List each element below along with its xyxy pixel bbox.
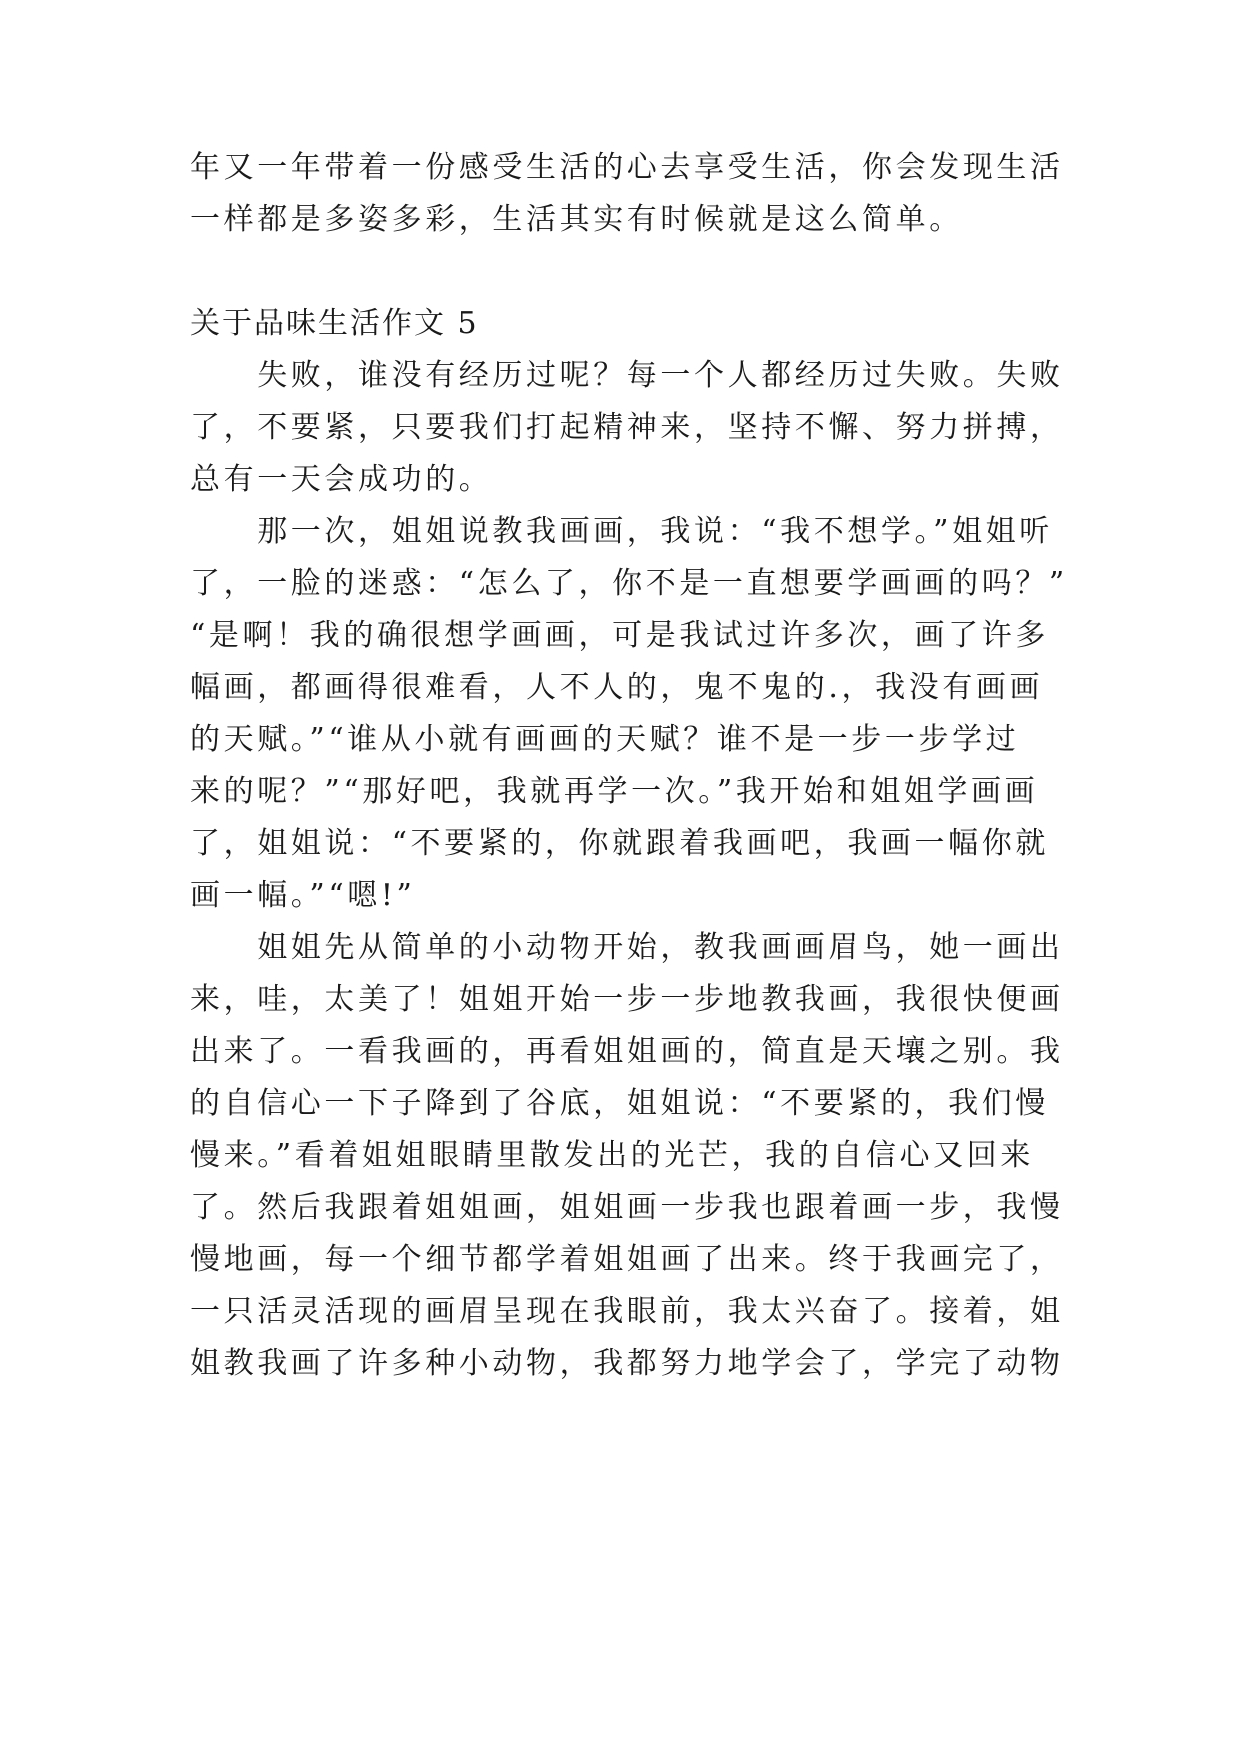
- paragraph-3-line: 出来了。一看我画的，再看姐姐画的，简直是天壤之别。我: [190, 1034, 1064, 1069]
- paragraph-2-line: 幅画，都画得很难看，人不人的，鬼不鬼的.，我没有画画: [190, 670, 1044, 705]
- paragraph-1-line: 了，不要紧，只要我们打起精神来，坚持不懈、努力拼搏，: [190, 410, 1064, 445]
- paragraph-3-line: 了。然后我跟着姐姐画，姐姐画一步我也跟着画一步，我慢: [190, 1190, 1064, 1225]
- paragraph-2-line: 画一幅。”“嗯!”: [190, 878, 416, 913]
- paragraph-2-line: 来的呢？”“那好吧，我就再学一次。”我开始和姐姐学画画: [190, 774, 1039, 809]
- paragraph-3-line: 慢地画，每一个细节都学着姐姐画了出来。终于我画完了，: [190, 1242, 1064, 1277]
- paragraph-3-line: 慢来。”看着姐姐眼睛里散发出的光芒，我的自信心又回来: [190, 1138, 1034, 1173]
- paragraph-2-line: 那一次，姐姐说教我画画，我说：“我不想学。”姐姐听: [190, 514, 1053, 549]
- paragraph-3-line: 的自信心一下子降到了谷底，姐姐说：“不要紧的，我们慢: [190, 1086, 1049, 1121]
- paragraph-3-line: 来，哇，太美了！姐姐开始一步一步地教我画，我很快便画: [190, 982, 1064, 1017]
- intro-line: 年又一年带着一份感受生活的心去享受生活，你会发现生活: [190, 150, 1064, 185]
- paragraph-3-line: 姐姐先从简单的小动物开始，教我画画眉鸟，她一画出: [190, 930, 1064, 965]
- intro-line: 一样都是多姿多彩，生活其实有时候就是这么简单。: [190, 202, 963, 237]
- paragraph-2-line: 了，一脸的迷惑：“怎么了，你不是一直想要学画画的吗？”: [190, 566, 1068, 601]
- paragraph-1-line: 总有一天会成功的。: [190, 462, 493, 497]
- paragraph-3-line: 一只活灵活现的画眉呈现在我眼前，我太兴奋了。接着，姐: [190, 1294, 1064, 1329]
- section-title: 关于品味生活作文 5: [190, 306, 479, 341]
- paragraph-2-line: 了，姐姐说：“不要紧的，你就跟着我画吧，我画一幅你就: [190, 826, 1049, 861]
- paragraph-2-line: 的天赋。”“谁从小就有画画的天赋？谁不是一步一步学过: [190, 722, 1020, 757]
- paragraph-1-line: 失败，谁没有经历过呢？每一个人都经历过失败。失败: [190, 358, 1064, 393]
- paragraph-3-line: 姐教我画了许多种小动物，我都努力地学会了，学完了动物: [190, 1346, 1064, 1381]
- paragraph-2-line: “是啊！我的确很想学画画，可是我试过许多次，画了许多: [190, 618, 1049, 653]
